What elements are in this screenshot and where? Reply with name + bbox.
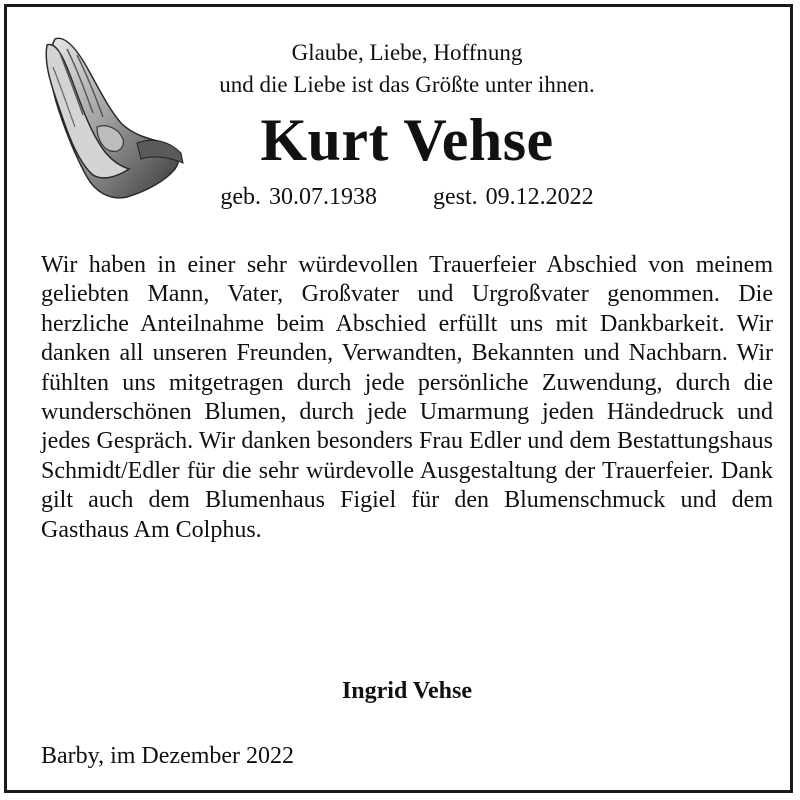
deceased-name: Kurt Vehse	[260, 107, 554, 173]
death-date: gest. 09.12.2022	[432, 184, 594, 210]
birth-date: geb. 30.07.1938	[220, 184, 377, 210]
place-and-date: Barby, im Dezember 2022	[41, 743, 295, 769]
life-dates	[157, 181, 657, 213]
header	[157, 37, 657, 175]
acknowledgement-text: Wir haben in einer sehr würdevollen Trauerfeier Abschied von meinem geliebten Mann, Vater, Großvater und Urgroßvater genommen. Die herzliche Anteilnahme beim Abschied erfüllt uns mit Dankbarkeit. Wir danken all unseren Freunden, Verwandten, Bekannten und Nachbarn. Wir fühlten uns mitgetragen durch jede persönliche Zuwendung, durch die wunderschönen Blumen, durch jede Umarmung jeden Händedruck und jedes Gespräch. Wir danken besonders Frau Edler und dem Bestattungshaus Schmidt/Edler für die sehr würdevolle Ausgestaltung der Trauerfeier. Dank gilt auch dem Blumenhaus Figiel für den Blumenschmuck und dem Gasthaus Am Colphus.	[41, 252, 773, 543]
verse-line-2: und die Liebe ist das Größte unter ihnen.	[219, 72, 595, 97]
verse-line-1: Glaube, Liebe, Hoffnung	[291, 40, 523, 65]
signature: Ingrid Vehse	[341, 678, 473, 704]
obituary-frame	[4, 4, 793, 793]
